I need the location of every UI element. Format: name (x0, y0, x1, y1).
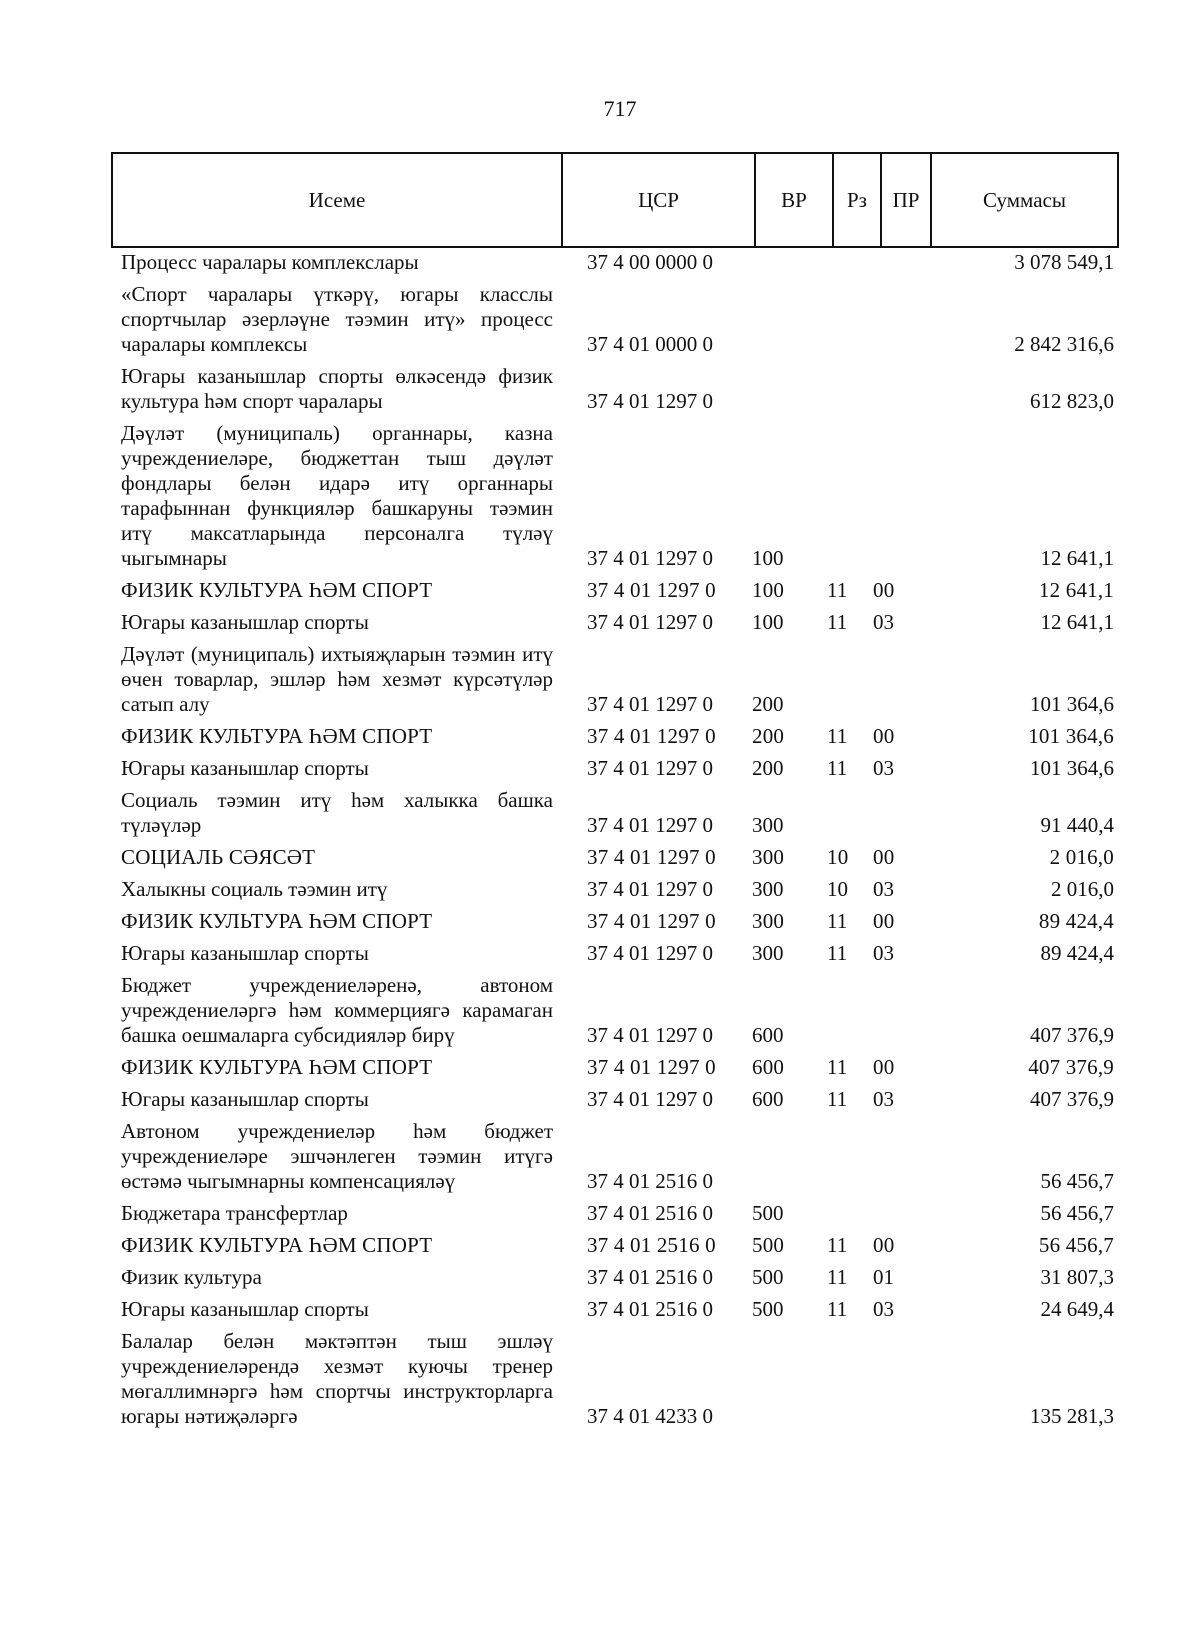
row-name: Халыкны социаль тәэмин итү (121, 877, 388, 901)
table-row (121, 421, 1121, 571)
row-pr: 01 (873, 1265, 894, 1289)
row-rz: 10 (827, 877, 848, 901)
row-csr: 37 4 01 1297 0 (587, 909, 716, 933)
row-csr: 37 4 01 1297 0 (587, 692, 713, 716)
row-pr: 03 (873, 1087, 894, 1111)
row-pr: 03 (873, 756, 894, 780)
table-row (121, 724, 1121, 749)
table-row (121, 1055, 1121, 1080)
row-name: Социаль тәэмин итү һәм халыкка башка түләүләр (121, 788, 553, 837)
row-sum: 91 440,4 (1040, 813, 1114, 837)
row-sum: 12 641,1 (1040, 610, 1114, 634)
table-row (121, 642, 1121, 717)
row-rz: 11 (827, 1297, 848, 1321)
row-name: ФИЗИК КУЛЬТУРА ҺӘМ СПОРТ (121, 1233, 433, 1257)
table-row (121, 1329, 1121, 1429)
row-vr: 600 (752, 1023, 784, 1047)
row-sum: 101 364,6 (1028, 724, 1114, 748)
row-name: ФИЗИК КУЛЬТУРА ҺӘМ СПОРТ (121, 909, 433, 933)
page-number: 717 (603, 96, 637, 121)
row-sum: 24 649,4 (1040, 1297, 1114, 1321)
row-sum: 407 376,9 (1030, 1087, 1114, 1111)
row-name: ФИЗИК КУЛЬТУРА ҺӘМ СПОРТ (121, 724, 433, 748)
row-name: Югары казанышлар спорты (121, 756, 369, 780)
row-name: Югары казанышлар спорты (121, 941, 369, 965)
row-csr: 37 4 01 1297 0 (587, 813, 713, 837)
row-vr: 500 (752, 1233, 785, 1257)
row-vr: 100 (752, 578, 785, 602)
row-sum: 31 807,3 (1040, 1265, 1114, 1289)
row-name: Физик культура (121, 1265, 262, 1289)
row-vr: 300 (752, 813, 784, 837)
header-vr: ВР (756, 154, 834, 246)
row-csr: 37 4 01 0000 0 (587, 332, 713, 356)
row-rz: 11 (827, 724, 848, 748)
row-csr: 37 4 01 1297 0 (587, 1055, 716, 1079)
table-row (121, 1297, 1121, 1322)
row-vr: 200 (752, 724, 785, 748)
row-name: Югары казанышлар спорты өлкәсендә физик культура һәм спорт чаралары (121, 364, 553, 413)
row-rz: 11 (827, 610, 848, 634)
row-csr: 37 4 01 1297 0 (587, 578, 716, 602)
row-rz: 11 (827, 1233, 848, 1257)
row-name: Бюджетара трансфертлар (121, 1201, 348, 1225)
row-csr: 37 4 01 2516 0 (587, 1201, 713, 1225)
row-rz: 11 (827, 909, 848, 933)
row-pr: 03 (873, 877, 894, 901)
table-row (121, 845, 1121, 870)
row-name: ФИЗИК КУЛЬТУРА ҺӘМ СПОРТ (121, 1055, 433, 1079)
row-name: Югары казанышлар спорты (121, 610, 369, 634)
row-csr: 37 4 01 1297 0 (587, 610, 713, 634)
row-pr: 00 (873, 1233, 895, 1257)
row-pr: 00 (873, 1055, 895, 1079)
table-row (121, 877, 1121, 902)
row-name: СОЦИАЛЬ СӘЯСӘТ (121, 845, 316, 869)
row-name: ФИЗИК КУЛЬТУРА ҺӘМ СПОРТ (121, 578, 433, 602)
row-sum: 3 078 549,1 (1014, 250, 1114, 274)
row-vr: 600 (752, 1055, 785, 1079)
row-pr: 00 (873, 845, 895, 869)
row-name: Дәүләт (муниципаль) органнары, казна учреждениеләре, бюджеттан тыш дәүләт фондлары белән идарә итү органнары тарафыннан функцияләр башкаруны тәэмин итү максатларында персоналга түләү чыгымнары (121, 421, 553, 570)
row-name: Балалар белән мәктәптән тыш эшләү учреждениеләрендә хезмәт куючы тренер мөгаллимнәргә һәм спортчы инструкторларга югары нәтиҗәләргә (121, 1329, 553, 1428)
table-row (121, 610, 1121, 635)
row-vr: 500 (752, 1297, 784, 1321)
header-rz: Рз (834, 154, 882, 246)
row-pr: 03 (873, 610, 894, 634)
row-sum: 135 281,3 (1030, 1404, 1114, 1428)
table-row (121, 1233, 1121, 1258)
row-sum: 612 823,0 (1030, 389, 1114, 413)
row-csr: 37 4 01 1297 0 (587, 389, 713, 413)
row-rz: 11 (827, 1087, 848, 1111)
table-row (121, 1201, 1121, 1226)
table-row (121, 1265, 1121, 1290)
row-sum: 12 641,1 (1040, 546, 1114, 570)
row-rz: 11 (827, 941, 848, 965)
row-pr: 00 (873, 578, 895, 602)
row-vr: 300 (752, 941, 784, 965)
row-csr: 37 4 01 1297 0 (587, 877, 713, 901)
table-row (121, 282, 1121, 357)
row-name: Дәүләт (муниципаль) ихтыяҗларын тәэмин итү өчен товарлар, эшләр һәм хезмәт күрсәтүләр сатып алу (121, 642, 553, 716)
row-rz: 11 (827, 1055, 848, 1079)
row-name: Бюджет учреждениеләренә, автоном учреждениеләргә һәм коммерциягә карамаган башка оешмаларга субсидияләр бирү (121, 973, 553, 1047)
row-vr: 200 (752, 692, 784, 716)
row-csr: 37 4 01 4233 0 (587, 1404, 713, 1428)
row-sum: 407 376,9 (1028, 1055, 1114, 1079)
header-csr: ЦСР (563, 154, 756, 246)
row-rz: 11 (827, 756, 848, 780)
row-name: Автоном учреждениеләр һәм бюджет учреждениеләре эшчәнлеген тәэмин итүгә өстәмә чыгымнарны компенсацияләү (121, 1119, 553, 1193)
row-csr: 37 4 01 1297 0 (587, 1087, 713, 1111)
table-row (121, 909, 1121, 934)
row-csr: 37 4 01 1297 0 (587, 546, 713, 570)
row-csr: 37 4 01 1297 0 (587, 845, 716, 869)
header-pr: ПР (882, 154, 932, 246)
row-sum: 89 424,4 (1040, 941, 1114, 965)
row-vr: 600 (752, 1087, 784, 1111)
header-sum: Суммасы (983, 187, 1066, 212)
row-pr: 00 (873, 909, 895, 933)
row-sum: 56 456,7 (1040, 1201, 1114, 1225)
table-row (121, 941, 1121, 966)
row-pr: 03 (873, 941, 894, 965)
row-name: Югары казанышлар спорты (121, 1297, 369, 1321)
row-name: Югары казанышлар спорты (121, 1087, 369, 1111)
row-csr: 37 4 01 1297 0 (587, 756, 713, 780)
row-csr: 37 4 01 1297 0 (587, 724, 716, 748)
table-row (121, 788, 1121, 838)
table-row (121, 250, 1121, 275)
row-name: Процесс чаралары комплекслары (121, 250, 419, 274)
header-name: Исеме (113, 154, 563, 246)
row-sum: 101 364,6 (1030, 756, 1114, 780)
row-vr: 500 (752, 1265, 784, 1289)
row-csr: 37 4 01 1297 0 (587, 1023, 713, 1047)
table-row (121, 973, 1121, 1048)
table-row (121, 578, 1121, 603)
row-vr: 300 (752, 909, 785, 933)
row-name: «Спорт чаралары үткәрү, югары класслы спортчылар әзерләүне тәэмин итү» процесс чаралары комплексы (121, 282, 553, 356)
row-sum: 2 016,0 (1049, 845, 1114, 869)
row-csr: 37 4 01 2516 0 (587, 1297, 713, 1321)
table-row (121, 756, 1121, 781)
row-sum: 89 424,4 (1038, 909, 1114, 933)
row-rz: 11 (827, 578, 848, 602)
row-vr: 100 (752, 546, 784, 570)
row-csr: 37 4 01 1297 0 (587, 941, 713, 965)
row-vr: 100 (752, 610, 784, 634)
row-csr: 37 4 00 0000 0 (587, 250, 713, 274)
row-csr: 37 4 01 2516 0 (587, 1233, 716, 1257)
table-row (121, 364, 1121, 414)
row-vr: 300 (752, 845, 785, 869)
row-sum: 101 364,6 (1030, 692, 1114, 716)
row-rz: 10 (827, 845, 849, 869)
table-header (111, 152, 1119, 248)
row-sum: 407 376,9 (1030, 1023, 1114, 1047)
row-sum: 12 641,1 (1038, 578, 1114, 602)
row-pr: 03 (873, 1297, 894, 1321)
row-csr: 37 4 01 2516 0 (587, 1265, 713, 1289)
row-sum: 2 016,0 (1051, 877, 1114, 901)
row-sum: 56 456,7 (1040, 1169, 1114, 1193)
row-vr: 200 (752, 756, 784, 780)
row-vr: 500 (752, 1201, 784, 1225)
row-sum: 56 456,7 (1038, 1233, 1114, 1257)
table-row (121, 1087, 1121, 1112)
table-row (121, 1119, 1121, 1194)
row-pr: 00 (873, 724, 895, 748)
row-csr: 37 4 01 2516 0 (587, 1169, 713, 1193)
table-body (121, 250, 1121, 1436)
row-vr: 300 (752, 877, 784, 901)
row-rz: 11 (827, 1265, 848, 1289)
row-sum: 2 842 316,6 (1014, 332, 1114, 356)
